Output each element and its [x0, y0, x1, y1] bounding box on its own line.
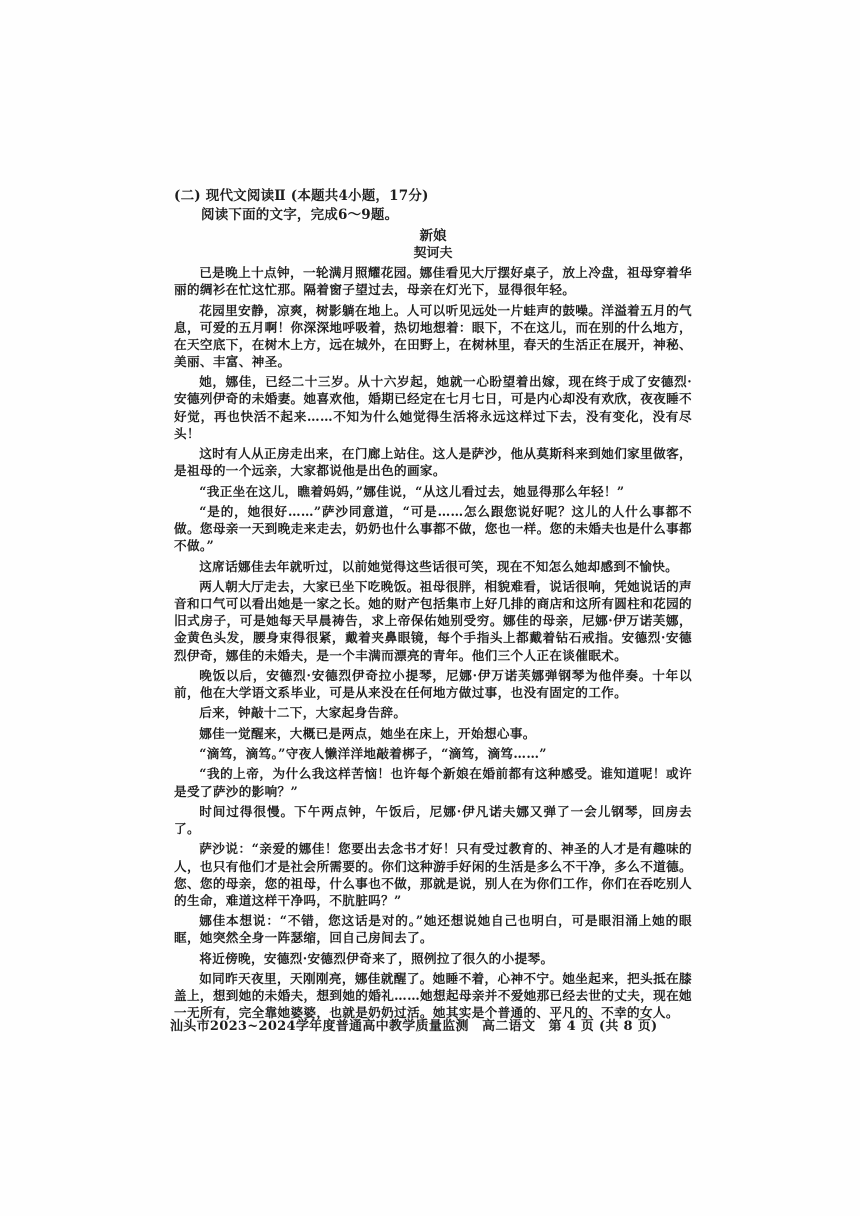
story-paragraph: “滴笃，滴笃。”守夜人懒洋洋地敲着梆子，“滴笃，滴笃……”: [199, 746, 547, 762]
story-title: 新娘: [419, 228, 447, 244]
section-header: (二) 现代文阅读Ⅱ (本题共4小题，17分): [174, 188, 429, 204]
story-paragraph: 晚饭以后，安德烈·安德烈伊奇拉小提琴，尼娜·伊万诺芙娜弹钢琴为他伴奏。十年以前，他在大学语文系毕业，可是从来没在任何地方做过事，也没有固定的工作。: [174, 667, 692, 701]
story-body: [174, 264, 692, 1022]
story-paragraph: 她，娜佳，已经二十三岁。从十六岁起，她就一心盼望着出嫁，现在终于成了安德烈·安德列伊奇的未婚妻。她喜欢他，婚期已经定在七月七日，可是内心却没有欢欣，夜夜睡不好觉，再也快活不起来……不知为什么她觉得生活将永远这样过下去，没有变化，没有尽头！: [174, 374, 692, 441]
story-paragraph: 时间过得很慢。下午两点钟，午饭后，尼娜·伊凡诺夫娜又弹了一会儿钢琴，回房去了。: [174, 803, 692, 837]
story-paragraph: 娜佳一觉醒来，大概已是两点，她坐在床上，开始想心事。: [199, 725, 536, 741]
story-paragraph: 娜佳本想说：“不错，您这话是对的。”她还想说她自己也明白，可是眼泪涌上她的眼眶，她突然全身一阵瑟缩，回自己房间去了。: [174, 913, 692, 946]
section-instruction: 阅读下面的文字，完成6～9题。: [201, 207, 399, 223]
story-paragraph: “是的，她很好……”萨沙同意道，“可是……怎么跟您说好呢？这儿的人什么事都不做。您母亲一天到晚走来走去，奶奶也什么事都不做，您也一样。您的未婚夫也是什么事都不做。”: [174, 503, 692, 554]
story-paragraph: “我的上帝，为什么我这样苦恼！也许每个新娘在婚前都有这种感受。谁知道呢！或许是受了萨沙的影响？”: [174, 766, 692, 799]
story-paragraph: 这时有人从正房走出来，在门廊上站住。这人是萨沙，他从莫斯科来到她们家里做客，是祖母的一个远亲，大家都说他是出色的画家。: [174, 446, 692, 479]
story-paragraph: 两人朝大厅走去，大家已坐下吃晚饭。祖母很胖，相貌难看，说话很响，凭她说话的声音和口气可以看出她是一家之长。她的财产包括集市上好几排的商店和这所有圆柱和花园的旧式房子，可是她每天早晨祷告，求上帝保佑她别受穷。娜佳的母亲，尼娜·伊万诺芙娜，金黄色头发，腰身束得很紧，戴着夹鼻眼镜，每个手指头上都戴着钻石戒指。安德烈·安德烈伊奇，娜佳的未婚夫，是一个丰满而漂亮的青年。他们三个人正在谈催眠术。: [174, 578, 692, 663]
story-paragraph: 将近傍晚，安德烈·安德烈伊奇来了，照例拉了很久的小提琴。: [199, 950, 554, 966]
story-paragraph: 后来，钟敲十二下，大家起身告辞。: [199, 705, 407, 721]
page-footer: 汕头市2023~2024学年度普通高中教学质量监测 高二语文 第 4 页 (共 8 页): [170, 1019, 658, 1034]
reading-section: [174, 187, 692, 1025]
story-author: 契诃夫: [413, 246, 453, 261]
story-paragraph: “我正坐在这儿，瞧着妈妈，”娜佳说，“从这儿看过去，她显得那么年轻！”: [199, 483, 625, 499]
story-paragraph: 萨沙说：“亲爱的娜佳！您要出去念书才好！只有受过教育的、神圣的人才是有趣味的人，也只有他们才是社会所需要的。你们这种游手好闲的生活是多么不干净，多么不道德。您、您的母亲，您的祖母，什么事也不做，那就是说，别人在为你们工作，你们在吞吃别人的生命，难道这样干净吗，不肮脏吗？”: [174, 841, 692, 908]
story-paragraph: 这席话娜佳去年就听过，以前她觉得这些话很可笑，现在不知怎么她却感到不愉快。: [199, 558, 679, 574]
story-paragraph: 已是晚上十点钟，一轮满月照耀花园。娜佳看见大厅摆好桌子，放上冷盘，祖母穿着华丽的绸衫在忙这忙那。隔着窗子望过去，母亲在灯光下，显得很年轻。: [174, 265, 692, 298]
story-paragraph: 如同昨天夜里，天刚刚亮，娜佳就醒了。她睡不着，心神不宁。她坐起来，把头抵在膝盖上，想到她的未婚夫，想到她的婚礼……她想起母亲并不爱她那已经去世的丈夫，现在她一无所有，完全靠她婆婆，也就是奶奶过活。她其实是个普通的、平凡的、不幸的女人。: [174, 971, 692, 1021]
story-paragraph: 花园里安静，凉爽，树影躺在地上。人可以听见远处一片蛙声的鼓噪。洋溢着五月的气息，可爱的五月啊！你深深地呼吸着，热切地想着：眼下，不在这儿，而在别的什么地方，在天空底下，在树木上方，远在城外，在田野上，在树林里，春天的生活正在展开，神秘、美丽、丰富、神圣。: [174, 302, 692, 369]
